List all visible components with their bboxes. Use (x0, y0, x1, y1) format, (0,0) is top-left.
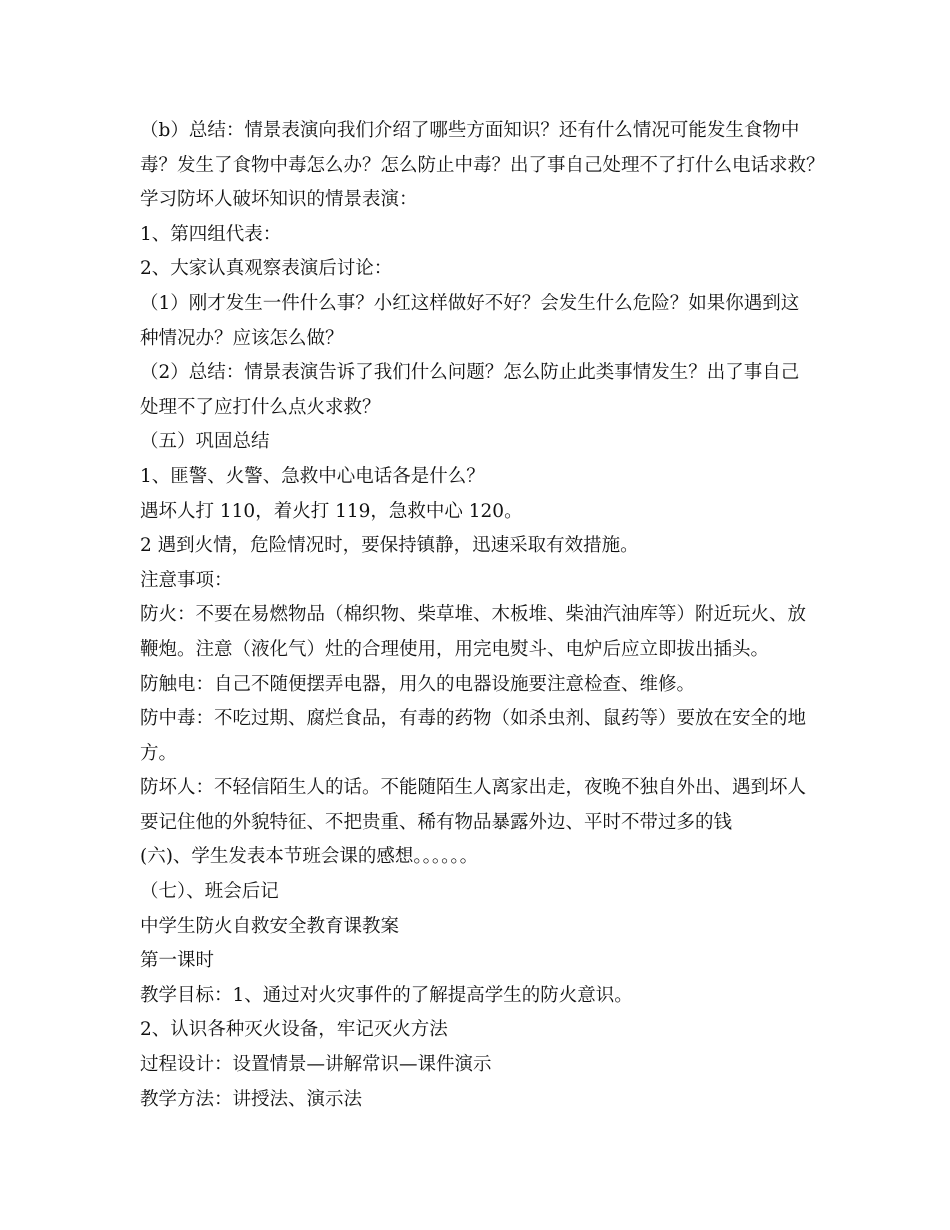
section-heading: (六)、学生发表本节班会课的感想。。。。。。 (140, 846, 479, 868)
lesson-title: 中学生防火自救安全教育课教案 (140, 915, 400, 937)
text-line: 教学方法：讲授法、演示法 (140, 1088, 363, 1110)
text-line: 处理不了应打什么点火求救？ (140, 396, 381, 418)
text-line: 2、大家认真观察表演后讨论： (140, 258, 393, 280)
text-line: 方。 (140, 742, 178, 764)
text-line: 学习防坏人破坏知识的情景表演： (140, 189, 418, 211)
text-line: 防坏人：不轻信陌生人的话。不能随陌生人离家出走，夜晚不独自外出、遇到坏人 (140, 777, 807, 799)
text-line: （b）总结：情景表演向我们介绍了哪些方面知识？还有什么情况可能发生食物中 (140, 120, 800, 141)
text-line: 1、第四组代表： (140, 223, 282, 245)
text-line: 鞭炮。注意（液化气）灶的合理使用，用完电熨斗、电炉后应立即拔出插头。 (140, 638, 770, 660)
text-line: 2 遇到火情，危险情况时，要保持镇静，迅速采取有效措施。 (140, 535, 639, 557)
text-line: 防中毒：不吃过期、腐烂食品，有毒的药物（如杀虫剂、鼠药等）要放在安全的地 (140, 708, 807, 730)
text-line: 毒？发生了食物中毒怎么办？怎么防止中毒？出了事自己处理不了打什么电话求救？ (140, 154, 825, 176)
text-line: 2、认识各种灭火设备，牢记灭火方法 (140, 1019, 448, 1041)
text-line: （1）刚才发生一件什么事？小红这样做好不好？会发生什么危险？如果你遇到这 (140, 292, 800, 314)
text-line: 1、匪警、火警、急救中心电话各是什么？ (140, 465, 485, 487)
text-line: 要记住他的外貌特征、不把贵重、稀有物品暴露外边、平时不带过多的钱 (140, 811, 733, 833)
section-heading: （七）、班会后记 (140, 881, 279, 903)
text-line: 防火：不要在易燃物品（棉织物、柴草堆、木板堆、柴油汽油库等）附近玩火、放 (140, 604, 807, 626)
section-heading: （五）巩固总结 (140, 431, 270, 453)
text-line: 防触电：自己不随便摆弄电器，用久的电器设施要注意检查、维修。 (140, 673, 696, 695)
text-line: 注意事项： (140, 569, 233, 591)
text-line: （2）总结：情景表演告诉了我们什么问题？怎么防止此类事情发生？出了事自己 (140, 362, 800, 384)
text-line: 过程设计：设置情景—讲解常识—课件演示 (140, 1054, 492, 1076)
text-line: 种情况办？应该怎么做？ (140, 327, 344, 349)
text-line: 遇坏人打 110，着火打 119，急救中心 120。 (140, 500, 523, 522)
text-line: 教学目标：1、通过对火灾事件的了解提高学生的防火意识。 (140, 984, 633, 1006)
text-line: 第一课时 (140, 950, 215, 972)
document-body (140, 114, 825, 1117)
